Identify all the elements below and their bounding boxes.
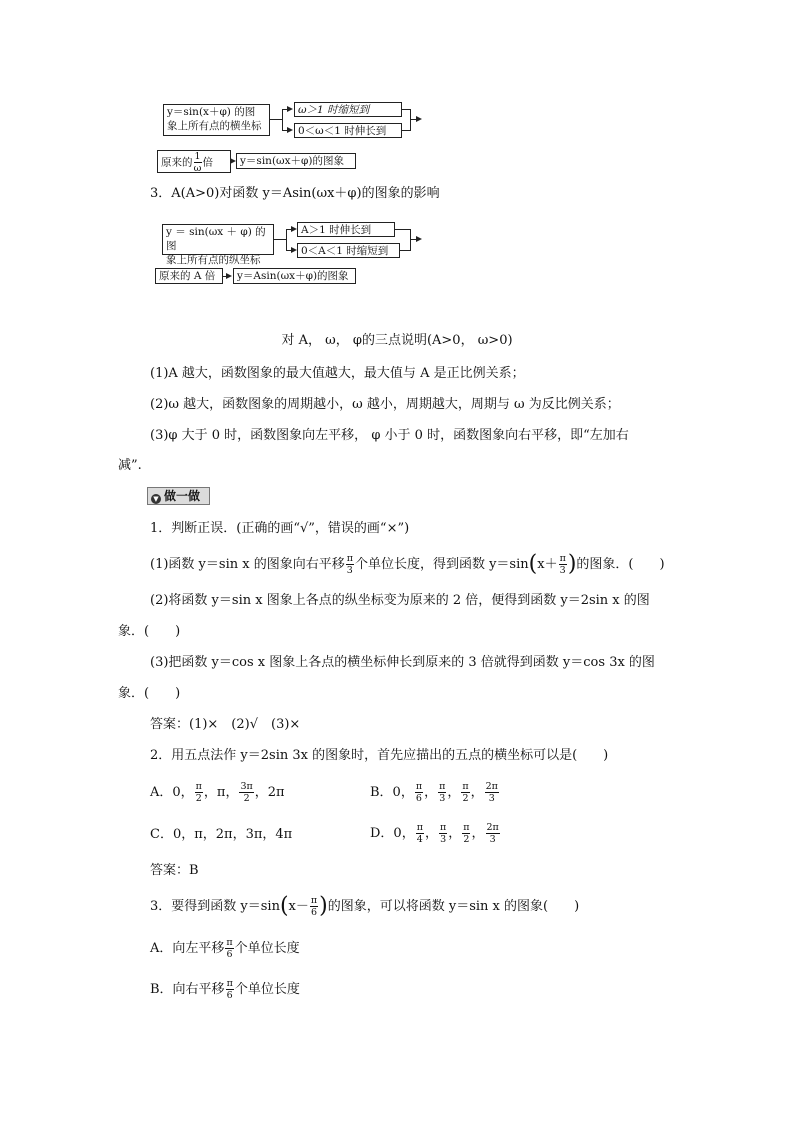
q2-option-C: C．0，π，2π，3π，4π xyxy=(150,827,293,842)
omega-inverse-fraction xyxy=(194,151,202,174)
q1-statement-2b: 象．( ) xyxy=(118,624,181,639)
q1-s1-post: 的图象．( ) xyxy=(576,557,665,572)
omega-bottom-left-box xyxy=(157,150,231,173)
omega-branch-bottom: 0＜ω＜1 时伸长到 xyxy=(294,123,402,138)
heading-3: 3．A(A>0)对函数 y＝Asin(ωx＋φ)的图象的影响 xyxy=(150,186,440,201)
q3-stem-inner: x－ xyxy=(288,899,309,914)
q2-D-f4-den: 3 xyxy=(489,834,496,845)
omega-source-line1: y＝sin(x＋φ) 的图 xyxy=(167,106,256,118)
q3-A-den: 6 xyxy=(226,949,233,960)
q1-s1-fraction xyxy=(346,553,354,576)
omega-bottom-post: 倍 xyxy=(202,156,214,169)
A-bracket-left xyxy=(286,229,287,250)
q2-D-f1-num: π xyxy=(416,822,423,833)
omega-merge-right xyxy=(410,109,411,131)
q1-s1-frac-num: π xyxy=(346,553,353,564)
q1-stem: 1．判断正误．(正确的画“√”，错误的画“×”) xyxy=(150,521,410,536)
omega-arrow-bottom-icon xyxy=(287,127,293,133)
q2-option-A: A．0， $\frac{\pi}{2}$ ，π， $\frac{3\pi}{2}$ ，2π xyxy=(150,781,285,804)
q2-A-f2-num: 3π xyxy=(240,781,253,792)
q3-option-A xyxy=(150,935,300,963)
q1-s1-lparen: ( xyxy=(528,551,538,577)
q2-B-f4-num: 2π xyxy=(485,781,498,792)
q2-B-f3-num: π xyxy=(462,781,469,792)
q1-s1-inner: x＋ xyxy=(537,557,558,572)
q1-s1-frac-den: 3 xyxy=(346,565,353,576)
q1-statement-3a: (3)把函数 y＝cos x 图象上各点的横坐标伸长到原来的 3 倍就得到函数 y＝cos 3x 的图 xyxy=(150,655,655,670)
q2-D-f1-den: 4 xyxy=(416,834,423,845)
A-bottom-arrow-icon xyxy=(226,273,232,279)
q1-s1-pre: (1)函数 y＝sin x 的图象向右平移 xyxy=(150,557,345,572)
section-tag-label: 做一做 xyxy=(164,489,201,503)
note-3b: 减”. xyxy=(118,458,142,473)
q2-answer: 答案：B xyxy=(150,863,199,878)
q2-B-f1-num: π xyxy=(415,781,423,792)
A-source-line1: y ＝ sin(ωx ＋ φ) 的图 xyxy=(166,226,266,252)
omega-arrow-top-icon xyxy=(287,106,293,112)
q2-B-frac1 xyxy=(415,781,423,804)
omega-bracket-left xyxy=(282,109,283,130)
note-1: (1)A 越大，函数图象的最大值越大，最大值与 A 是正比例关系； xyxy=(150,366,525,381)
A-merge-bottom xyxy=(400,250,410,251)
note-2: (2)ω 越大，函数图象的周期越小，ω 越小，周期越大，周期与 ω 为反比例关系； xyxy=(150,397,620,412)
q3-stem-pre: 3．要得到函数 y＝sin xyxy=(150,899,280,914)
q3-A-pre: A．向左平移 xyxy=(150,941,225,956)
q2-B-label: B．0， xyxy=(370,785,414,800)
q2-A-f1-num: π xyxy=(195,781,202,792)
q1-s1-inner-fraction xyxy=(559,553,567,576)
q3-stem-num: π xyxy=(310,895,318,906)
notes-title: 对 A， ω， φ的三点说明(A>0， ω>0) xyxy=(281,333,513,348)
q1-statement-2a: (2)将函数 y＝sin x 图象上各点的纵坐标变为原来的 2 倍，便得到函数 y＝2sin x 的图 xyxy=(150,593,650,608)
q3-lparen: ( xyxy=(279,893,289,919)
A-branch-bottom: 0＜A＜1 时缩短到 xyxy=(297,243,400,258)
q2-D-frac2 xyxy=(439,822,447,845)
omega-fraction-den: ω xyxy=(193,163,202,174)
q3-A-num: π xyxy=(226,937,233,948)
q1-s1-rparen: ) xyxy=(567,551,577,577)
q3-rparen: ) xyxy=(319,893,328,919)
q2-A-f1-den: 2 xyxy=(195,793,202,804)
q3-B-pre: B．向右平移 xyxy=(150,982,225,997)
q2-B-f2-num: π xyxy=(439,781,446,792)
q2-A-f2-den: 2 xyxy=(243,793,250,804)
note-3a: (3)φ 大于 0 时，函数图象向左平移， φ 小于 0 时，函数图象向右平移，即“左加右 xyxy=(150,428,629,443)
q3-stem-post: 的图象，可以将函数 y＝sin x 的图象( ) xyxy=(327,899,580,914)
q2-D-f2-den: 3 xyxy=(440,834,447,845)
q1-s1-inner-num: π xyxy=(559,553,566,564)
q2-D-frac1 xyxy=(416,822,424,845)
q1-s1-mid: 个单位长度，得到函数 y＝sin xyxy=(354,557,529,572)
q2-option-B: B．0， $\frac{\pi}{6}$ ， $\frac{\pi}{3}$ ， $\frac{\pi}{2}$ ， $\frac{2\pi}{3}$ xyxy=(370,781,498,804)
q3-stem-den: 6 xyxy=(310,907,318,918)
A-connector xyxy=(274,239,286,240)
q2-option-D: D．0， $\frac{\pi}{4}$ ， $\frac{\pi}{3}$ ， $\frac{\pi}{2}$ ， $\frac{2\pi}{3}$ xyxy=(370,822,499,845)
q2-D-f4-num: 2π xyxy=(486,822,499,833)
q2-B-frac4 xyxy=(485,781,499,804)
omega-fraction-num: 1 xyxy=(194,151,201,162)
q3-B-den: 6 xyxy=(226,990,233,1001)
A-merge-right xyxy=(410,229,411,251)
A-source-box xyxy=(162,224,274,266)
omega-bottom-pre: 原来的 xyxy=(161,156,193,169)
omega-arrow-out-icon xyxy=(416,116,422,122)
q3-B-post: 个单位长度 xyxy=(234,982,300,997)
A-source-line2: 象上所有点的纵坐标 xyxy=(166,254,261,266)
q1-s1-inner-den: 3 xyxy=(559,565,566,576)
q2-B-frac2 xyxy=(438,781,446,804)
q1-answer: 答案：(1)× (2)√ (3)× xyxy=(150,717,301,732)
chevron-down-icon: ▼ xyxy=(151,494,161,504)
omega-source-box xyxy=(163,104,270,136)
q3-B-fraction xyxy=(226,978,234,1001)
omega-merge-top xyxy=(402,109,410,110)
omega-branch-top: ω＞1 时缩短到 xyxy=(294,102,402,117)
q2-D-f2-num: π xyxy=(439,822,447,833)
q3-stem-fraction xyxy=(310,895,318,918)
q2-B-f1-den: 6 xyxy=(415,793,422,804)
q3-B-num: π xyxy=(226,978,233,989)
omega-bottom-result: y＝sin(ωx＋φ)的图象 xyxy=(236,153,356,169)
q2-D-f3-den: 2 xyxy=(463,834,470,845)
omega-merge-bottom xyxy=(402,130,410,131)
omega-source-line2: 象上所有点的横坐标 xyxy=(167,120,262,132)
q3-option-B xyxy=(150,976,300,1004)
q3-stem xyxy=(150,893,579,921)
q2-A-frac2 xyxy=(239,781,253,804)
A-bottom-left-box: 原来的 A 倍 xyxy=(155,268,223,284)
q1-statement-1 xyxy=(150,552,665,578)
A-merge-top xyxy=(395,229,410,230)
A-branch-top: A＞1 时伸长到 xyxy=(297,222,395,237)
q2-B-f4-den: 3 xyxy=(488,793,495,804)
q2-D-f3-num: π xyxy=(463,822,470,833)
q3-A-fraction xyxy=(225,937,233,960)
q2-B-f2-den: 3 xyxy=(439,793,446,804)
q2-stem: 2．用五点法作 y＝2sin 3x 的图象时，首先应描出的五点的横坐标可以是( ) xyxy=(150,748,609,763)
q2-D-label: D．0， xyxy=(370,826,415,841)
A-arrow-out-icon xyxy=(416,236,422,242)
omega-connector xyxy=(270,119,282,120)
section-tag-zuoyizuo xyxy=(147,487,210,505)
q3-A-post: 个单位长度 xyxy=(234,941,300,956)
q2-D-frac3 xyxy=(462,822,470,845)
q2-B-f3-den: 2 xyxy=(462,793,469,804)
q2-A-frac1 xyxy=(195,781,203,804)
q2-A-label: A．0， xyxy=(150,785,194,800)
q2-B-frac3 xyxy=(461,781,469,804)
q1-statement-3b: 象．( ) xyxy=(118,686,181,701)
q2-D-frac4 xyxy=(486,822,500,845)
A-bottom-result: y＝Asin(ωx＋φ)的图象 xyxy=(233,268,356,284)
